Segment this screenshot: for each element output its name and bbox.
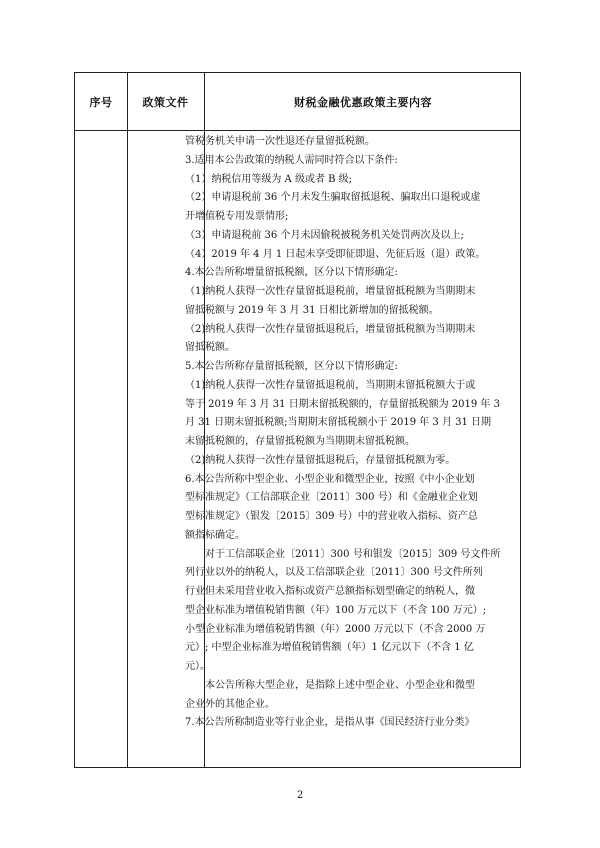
content-line: 元）。 <box>185 661 210 672</box>
content-line: 3.适用本公告政策的纳税人需同时符合以下条件: <box>185 154 398 166</box>
content-line: （3）申请退税前 36 个月未因偷税被税务机关处罚两次及以上; <box>185 229 464 241</box>
content-line: 型标准规定》（工信部联企业〔2011〕300 号）和《金融业企业划 <box>185 492 478 504</box>
header-divider <box>75 130 520 131</box>
content-line: 7.本公告所称制造业等行业企业，是指从事《国民经济行业分类》 <box>185 717 475 729</box>
content-line: 对于工信部联企业〔2011〕300 号和银发〔2015〕309 号文件所 <box>205 548 501 560</box>
content-line: 留抵税额与 2019 年 3 月 31 日相比新增加的留抵税额。 <box>185 304 439 316</box>
header-policy-document: 政策文件 <box>142 95 189 109</box>
content-line: 4.本公告所称增量留抵税额，区分以下情形确定: <box>185 267 398 279</box>
content-line: 型企业标准为增值税销售额（年）100 万元以下（不含 100 万元）; <box>185 604 487 616</box>
content-line: （2)纳税人获得一次性存量留抵退税后，增量留抵税额为当期期末 <box>185 323 476 335</box>
header-policy-content: 财税金融优惠政策主要内容 <box>294 95 432 109</box>
content-line: 5.本公告所称存量留抵税额，区分以下情形确定: <box>185 361 398 372</box>
content-line: 末留抵税额的，存量留抵税额为当期期末留抵税额。 <box>185 436 415 447</box>
content-line: （2）申请退税前 36 个月未发生骗取留抵退税、骗取出口退税或虚 <box>185 192 481 204</box>
content-line: （4）2019 年 4 月 1 日起未享受即征即退、先征后返（退）政策。 <box>185 248 486 260</box>
content-line: 元）; 中型企业标准为增值税销售额（年）1 亿元以下（不含 1 亿 <box>185 642 474 654</box>
content-line: （1)纳税人获得一次性存量留抵退税前，当期期末留抵税额大于或 <box>185 379 476 391</box>
content-line: 等于 2019 年 3 月 31 日期末留抵税额的，存量留抵税额为 2019 年 3 <box>185 398 500 410</box>
content-line: 列行业以外的纳税人，以及工信部联企业〔2011〕300 号文件所列 <box>185 567 483 579</box>
content-line: 月 31 日期末留抵税额;当期期末留抵税额小于 2019 年 3 月 31 日期 <box>185 417 492 429</box>
content-line: 额指标确定。 <box>185 529 245 541</box>
content-line: （1）纳税信用等级为 A 级或者 B 级; <box>185 173 353 185</box>
content-line: 开增值税专用发票情形; <box>185 211 289 222</box>
page-number: 2 <box>296 790 304 801</box>
content-line: （1)纳税人获得一次性存量留抵退税前，增量留抵税额为当期期末 <box>185 286 476 297</box>
content-line: 6.本公告所称中型企业、小型企业和微型企业，按照《中小企业划 <box>185 473 475 485</box>
content-line: 企业外的其他企业。 <box>185 698 275 710</box>
content-line: 行业但未采用营业收入指标或资产总额指标划型确定的纳税人，微 <box>185 586 475 597</box>
policy-table <box>74 72 521 768</box>
content-line: 管税务机关申请一次性退还存量留抵税额。 <box>185 136 375 147</box>
content-line: 本公告所称大型企业，是指除上述中型企业、小型企业和微型 <box>205 679 475 691</box>
content-line: 留抵税额。 <box>185 342 235 354</box>
content-line: 小型企业标准为增值税销售额（年）2000 万元以下（不含 2000 万 <box>185 623 486 635</box>
policy-content-cell <box>185 133 515 733</box>
header-serial-number: 序号 <box>89 95 113 109</box>
column-divider-1 <box>127 73 128 767</box>
content-line: （2)纳税人获得一次性存量留抵退税后，存量留抵税额为零。 <box>185 454 456 466</box>
content-line: 型标准规定》（银发〔2015〕309 号）中的营业收入指标、资产总 <box>185 511 478 522</box>
